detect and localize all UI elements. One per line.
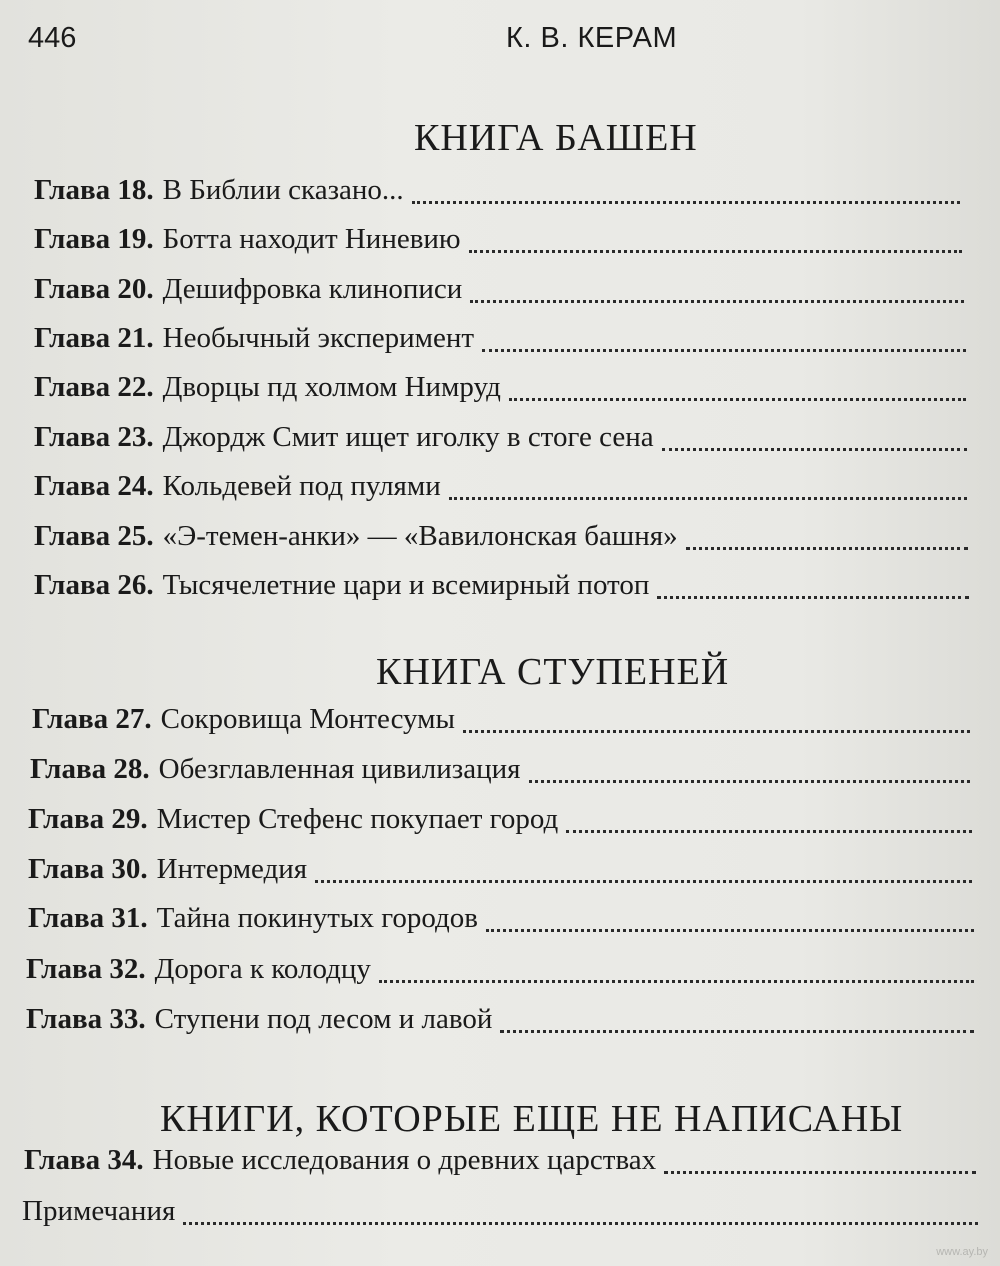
chapter-number: Глава 22. — [34, 371, 154, 403]
section-title: КНИГА СТУПЕНЕЙ — [376, 651, 730, 693]
chapter-number: Глава 33. — [26, 1003, 146, 1035]
chapter-title: Дешифровка клинописи — [162, 273, 463, 305]
dot-leader — [664, 1165, 976, 1174]
chapter-number: Глава 29. — [28, 803, 148, 835]
chapter-number: Глава 30. — [28, 853, 148, 885]
dot-leader — [469, 244, 962, 253]
toc-entry[interactable] — [22, 1195, 978, 1235]
toc-entry[interactable] — [28, 853, 972, 893]
toc-entry[interactable] — [34, 322, 966, 362]
chapter-number: Глава 19. — [34, 223, 154, 255]
page-number: 446 — [28, 22, 77, 54]
toc-entry[interactable] — [34, 421, 967, 461]
chapter-number: Глава 31. — [28, 902, 148, 934]
chapter-title: Ступени под лесом и лавой — [154, 1003, 493, 1035]
chapter-number: Глава 27. — [32, 703, 152, 735]
chapter-title: Ботта находит Ниневию — [162, 223, 461, 255]
chapter-number: Глава 25. — [34, 520, 154, 552]
dot-leader — [486, 923, 974, 932]
toc-entry[interactable] — [26, 1003, 974, 1043]
toc-entry[interactable] — [34, 273, 964, 313]
toc-entry[interactable] — [34, 223, 962, 263]
chapter-title: Дворцы пд холмом Нимруд — [162, 371, 501, 403]
chapter-title: Новые исследования о древних царствах — [152, 1144, 657, 1176]
chapter-number: Глава 23. — [34, 421, 154, 453]
toc-entry[interactable] — [34, 470, 967, 510]
chapter-number: Глава 32. — [26, 953, 146, 985]
chapter-title: В Библии сказано... — [162, 174, 404, 206]
chapter-number: Глава 24. — [34, 470, 154, 502]
chapter-title: «Э-темен-анки» — «Вавилонская башня» — [162, 520, 678, 552]
dot-leader — [379, 974, 974, 983]
dot-leader — [500, 1024, 974, 1033]
toc-entry[interactable] — [28, 902, 974, 942]
dot-leader — [657, 590, 969, 599]
running-head: К. В. КЕРАМ — [506, 22, 678, 54]
dot-leader — [315, 874, 972, 883]
chapter-number: Глава 34. — [24, 1144, 144, 1176]
chapter-title: Необычный эксперимент — [162, 322, 475, 354]
chapter-title: Кольдевей под пулями — [162, 470, 441, 502]
dot-leader — [529, 774, 971, 783]
chapter-number: Глава 21. — [34, 322, 154, 354]
dot-leader — [449, 491, 967, 500]
chapter-title: Тысячелетние цари и всемирный потоп — [162, 569, 650, 601]
chapter-number: Глава 26. — [34, 569, 154, 601]
toc-entry[interactable] — [34, 569, 969, 609]
chapter-title: Дорога к колодцу — [154, 953, 371, 985]
toc-entry[interactable] — [26, 953, 974, 993]
toc-entry[interactable] — [34, 520, 968, 560]
chapter-number: Глава 18. — [34, 174, 154, 206]
chapter-number: Глава 28. — [30, 753, 150, 785]
toc-entry[interactable] — [24, 1144, 976, 1184]
chapter-title: Интермедия — [156, 853, 308, 885]
dot-leader — [509, 392, 966, 401]
page-header — [28, 22, 960, 62]
chapter-title: Обезглавленная цивилизация — [158, 753, 521, 785]
dot-leader — [463, 724, 970, 733]
watermark: www.ay.by — [936, 1246, 988, 1258]
dot-leader — [686, 541, 968, 550]
chapter-number: Глава 20. — [34, 273, 154, 305]
chapter-title: Тайна покинутых городов — [156, 902, 478, 934]
notes-title: Примечания — [22, 1195, 176, 1227]
toc-entry[interactable] — [30, 753, 970, 793]
dot-leader — [183, 1216, 978, 1225]
chapter-title: Джордж Смит ищет иголку в стоге сена — [162, 421, 654, 453]
toc-entry[interactable] — [34, 174, 960, 214]
section-title: КНИГИ, КОТОРЫЕ ЕЩЕ НЕ НАПИСАНЫ — [160, 1098, 904, 1140]
dot-leader — [412, 195, 960, 204]
dot-leader — [662, 442, 967, 451]
dot-leader — [470, 294, 964, 303]
dot-leader — [482, 343, 966, 352]
dot-leader — [566, 824, 972, 833]
toc-entry[interactable] — [32, 703, 970, 743]
toc-entry[interactable] — [28, 803, 972, 843]
chapter-title: Мистер Стефенс покупает город — [156, 803, 559, 835]
section-title: КНИГА БАШЕН — [414, 117, 698, 159]
toc-entry[interactable] — [34, 371, 966, 411]
chapter-title: Сокровища Монтесумы — [160, 703, 456, 735]
